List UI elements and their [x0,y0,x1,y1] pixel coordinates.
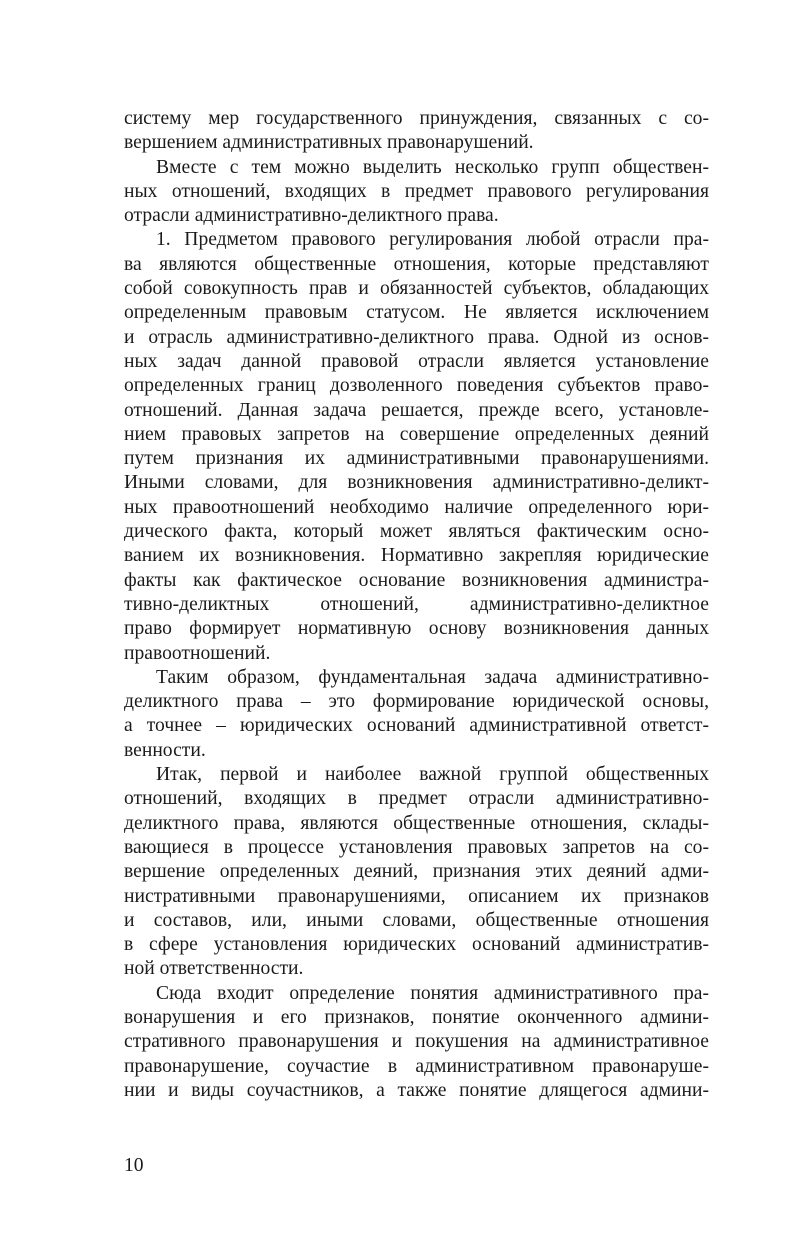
text-line: в сфере установления юридических оснований административ- [124,934,709,956]
text-line: Сюда входит определение понятия административного пра- [156,982,709,1004]
text-line: тивно-деликтных отношений, административно-деликтное [124,593,709,615]
text-line: ных задач данной правовой отрасли является установление [124,350,709,372]
text-line: ных правоотношений необходимо наличие определенного юри- [124,496,709,518]
text-line: факты как фактическое основание возникновения администра- [124,569,709,591]
text-line: нии и виды соучастников, а также понятие длящегося админи- [124,1079,709,1101]
text-line: собой совокупность прав и обязанностей субъектов, обладающих [124,278,709,300]
text-line: отношений, входящих в предмет отрасли административно- [124,788,709,810]
text-line: нистративными правонарушениями, описанием их признаков [124,885,709,907]
text-line: правоотношений. [124,642,271,664]
text-line: ной ответственности. [124,958,304,980]
text-line: стративного правонарушения и покушения на административное [124,1031,709,1053]
text-line: и отрасль административно-деликтного права. Одной из основ- [124,326,709,348]
text-line: определенных границ дозволенного поведения субъектов право- [124,375,709,397]
text-line: Итак, первой и наиболее важной группой общественных [156,764,709,786]
text-line: 1. Предметом правового регулирования любой отрасли пра- [156,229,709,251]
text-line: право формирует нормативную основу возникновения данных [124,618,709,640]
text-line: деликтного права, являются общественные отношения, склады- [124,812,709,834]
text-line: а точнее – юридических оснований административной ответст- [124,715,709,737]
text-line: отрасли административно-деликтного права. [124,205,499,227]
text-line: определенным правовым статусом. Не является исключением [124,302,709,324]
text-line: деликтного права – это формирование юридической основы, [124,691,709,713]
text-line: вершение определенных деяний, признания этих деяний адми- [124,861,709,883]
text-line: вершением административных правонарушений. [124,132,534,154]
text-line: путем признания их административными правонарушениями. [124,448,709,470]
text-line: правонарушение, соучастие в административном правонаруше- [124,1055,709,1077]
text-line: ванием их возникновения. Нормативно закрепляя юридические [124,545,709,567]
text-line: нием правовых запретов на совершение определенных деяний [124,423,709,445]
text-line: систему мер государственного принуждения, связанных с со- [124,108,709,129]
text-line: Вместе с тем можно выделить несколько групп обществен- [156,156,709,178]
text-line: венности. [124,739,206,761]
text-line: отношений. Данная задача решается, прежде всего, установле- [124,399,709,421]
page-number: 10 [124,1155,144,1176]
text-line: вающиеся в процессе установления правовых запретов на со- [124,836,709,858]
text-line: ва являются общественные отношения, которые представляют [124,253,709,275]
page-body [124,107,709,1103]
text-line: ных отношений, входящих в предмет правового регулирования [124,180,709,202]
text-line: вонарушения и его признаков, понятие оконченного админи- [124,1006,709,1028]
text-line: и составов, или, иными словами, общественные отношения [124,909,709,931]
text-line: Таким образом, фундаментальная задача административно- [156,666,709,688]
text-line: Иными словами, для возникновения административно-деликт- [124,472,709,494]
text-line: дического факта, который может являться фактическим осно- [124,521,709,543]
